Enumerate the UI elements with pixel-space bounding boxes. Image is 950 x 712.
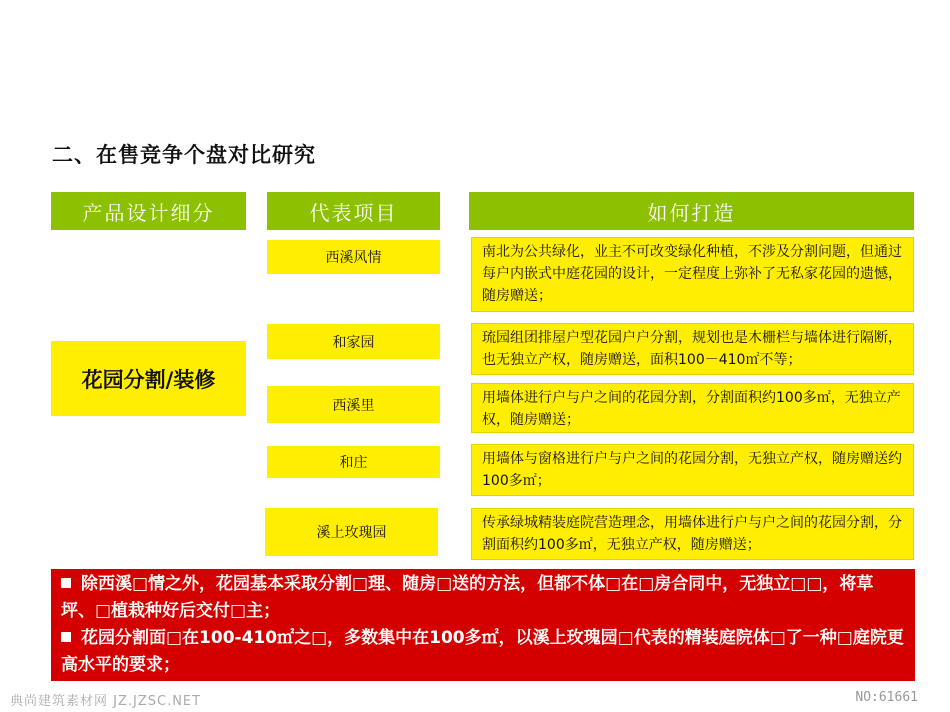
description-cell: 用墙体进行户与户之间的花园分割，分割面积约100多㎡，无独立产权，随房赠送； [471, 383, 914, 433]
description-cell: 琉园组团排屋户型花园户户分割，规划也是木栅栏与墙体进行隔断，也无独立产权，随房赠送，面积100－410㎡不等； [471, 323, 914, 375]
summary-item [61, 571, 905, 625]
project-cell: 西溪里 [267, 386, 440, 423]
summary-text: 除西溪□情之外，花园基本采取分割□理、随房□送的方法，但都不体□在□房合同中，无独立□□，将草坪、□植栽种好后交付□主； [61, 574, 874, 621]
header-representative-project: 代表项目 [267, 192, 440, 230]
watermark-text: 典尚建筑素材网 JZ.JZSC.NET [10, 694, 202, 709]
description-cell: 传承绿城精装庭院营造理念，用墙体进行户与户之间的花园分割，分割面积约100多㎡，无独立产权，随房赠送； [471, 508, 914, 560]
summary-box [51, 569, 915, 681]
header-how-to-build: 如何打造 [469, 192, 914, 230]
square-bullet-icon [61, 632, 71, 642]
page-title: 二、在售竞争个盘对比研究 [52, 143, 316, 167]
description-cell: 南北为公共绿化，业主不可改变绿化种植，不涉及分割问题，但通过每户内嵌式中庭花园的设计，一定程度上弥补了无私家花园的遗憾，随房赠送； [471, 237, 914, 312]
description-cell: 用墙体与窗格进行户与户之间的花园分割，无独立产权，随房赠送约100多㎡； [471, 444, 914, 496]
project-cell: 西溪风情 [267, 240, 440, 274]
project-cell: 和家园 [267, 324, 440, 359]
summary-text: 花园分割面□在100-410㎡之□，多数集中在100多㎡，以溪上玫瑰园□代表的精装庭院体□了一种□庭院更高水平的要求； [61, 628, 904, 675]
square-bullet-icon [61, 578, 71, 588]
summary-item [61, 625, 905, 679]
project-cell: 和庄 [267, 446, 440, 478]
document-number: NO:61661 [855, 690, 918, 705]
project-cell: 溪上玫瑰园 [265, 508, 438, 556]
header-product-design: 产品设计细分 [51, 192, 246, 230]
category-cell: 花园分割/装修 [51, 341, 246, 416]
